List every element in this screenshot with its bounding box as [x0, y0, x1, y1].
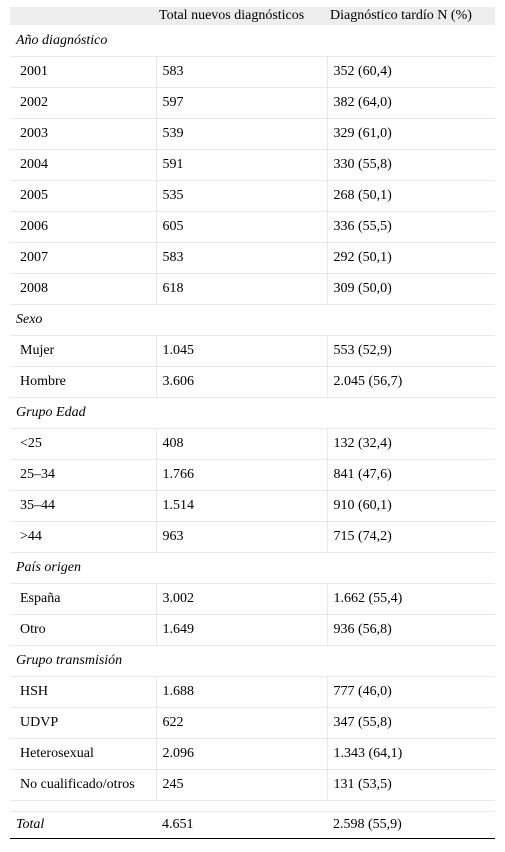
row-total: 3.606 [156, 367, 327, 398]
section-title: Grupo transmisión [10, 646, 495, 677]
table-row [10, 150, 495, 181]
row-tardio: 131 (53,5) [327, 770, 495, 801]
section-title: País origen [10, 553, 495, 584]
table-row [10, 212, 495, 243]
table-row [10, 615, 495, 646]
row-label: 2001 [10, 57, 156, 88]
section-header-row [10, 305, 495, 336]
row-label: 2006 [10, 212, 156, 243]
row-label: 2007 [10, 243, 156, 274]
row-total: 1.649 [156, 615, 327, 646]
section-header-row [10, 646, 495, 677]
row-tardio: 777 (46,0) [327, 677, 495, 708]
row-total: 2.096 [156, 739, 327, 770]
row-tardio: 841 (47,6) [327, 460, 495, 491]
table-row [10, 88, 495, 119]
section-title: Sexo [10, 305, 495, 336]
row-total: 408 [156, 429, 327, 460]
row-label: 2005 [10, 181, 156, 212]
total-label: Total [10, 812, 156, 839]
total-row [10, 812, 495, 839]
table-row [10, 770, 495, 801]
table-row [10, 181, 495, 212]
row-total: 591 [156, 150, 327, 181]
row-total: 3.002 [156, 584, 327, 615]
row-total: 1.688 [156, 677, 327, 708]
table-row [10, 522, 495, 553]
row-total: 605 [156, 212, 327, 243]
row-label: 35–44 [10, 491, 156, 522]
row-total: 1.514 [156, 491, 327, 522]
total-count: 4.651 [156, 812, 327, 839]
header-cell-total: Total nuevos diagnósticos [156, 7, 327, 26]
section-header-row [10, 26, 495, 57]
row-tardio: 715 (74,2) [327, 522, 495, 553]
row-tardio: 347 (55,8) [327, 708, 495, 739]
row-tardio: 910 (60,1) [327, 491, 495, 522]
table-header-row [10, 7, 495, 26]
row-total: 583 [156, 57, 327, 88]
section-header-row [10, 398, 495, 429]
row-tardio: 936 (56,8) [327, 615, 495, 646]
row-label: UDVP [10, 708, 156, 739]
row-tardio: 1.343 (64,1) [327, 739, 495, 770]
row-label: >44 [10, 522, 156, 553]
row-total: 583 [156, 243, 327, 274]
row-total: 539 [156, 119, 327, 150]
table-row [10, 491, 495, 522]
row-total: 618 [156, 274, 327, 305]
row-total: 535 [156, 181, 327, 212]
table-row [10, 708, 495, 739]
row-label: 25–34 [10, 460, 156, 491]
header-cell-tardio: Diagnóstico tardío N (%) [327, 7, 495, 26]
row-tardio: 2.045 (56,7) [327, 367, 495, 398]
row-tardio: 329 (61,0) [327, 119, 495, 150]
row-label: España [10, 584, 156, 615]
row-tardio: 292 (50,1) [327, 243, 495, 274]
total-tardio: 2.598 (55,9) [327, 812, 495, 839]
row-tardio: 1.662 (55,4) [327, 584, 495, 615]
row-total: 1.766 [156, 460, 327, 491]
row-label: HSH [10, 677, 156, 708]
table-body [10, 26, 495, 801]
table-row [10, 336, 495, 367]
row-label: Hombre [10, 367, 156, 398]
row-total: 622 [156, 708, 327, 739]
table-row [10, 367, 495, 398]
row-tardio: 132 (32,4) [327, 429, 495, 460]
row-tardio: 336 (55,5) [327, 212, 495, 243]
row-label: Mujer [10, 336, 156, 367]
row-label: 2003 [10, 119, 156, 150]
row-tardio: 268 (50,1) [327, 181, 495, 212]
row-tardio: 382 (64,0) [327, 88, 495, 119]
row-total: 597 [156, 88, 327, 119]
spacer-row [10, 801, 495, 812]
row-tardio: 352 (60,4) [327, 57, 495, 88]
table-row [10, 584, 495, 615]
section-title: Año diagnóstico [10, 26, 495, 57]
row-tardio: 330 (55,8) [327, 150, 495, 181]
row-total: 963 [156, 522, 327, 553]
table-row [10, 243, 495, 274]
table-row [10, 274, 495, 305]
row-tardio: 553 (52,9) [327, 336, 495, 367]
row-tardio: 309 (50,0) [327, 274, 495, 305]
row-label: 2008 [10, 274, 156, 305]
table-row [10, 57, 495, 88]
row-total: 1.045 [156, 336, 327, 367]
row-label: 2004 [10, 150, 156, 181]
row-label: 2002 [10, 88, 156, 119]
row-total: 245 [156, 770, 327, 801]
section-title: Grupo Edad [10, 398, 495, 429]
section-header-row [10, 553, 495, 584]
table-row [10, 677, 495, 708]
row-label: No cualificado/otros [10, 770, 156, 801]
row-label: Heterosexual [10, 739, 156, 770]
row-label: <25 [10, 429, 156, 460]
table-row [10, 429, 495, 460]
header-cell-label [10, 7, 156, 26]
row-label: Otro [10, 615, 156, 646]
table-row [10, 739, 495, 770]
table-row [10, 119, 495, 150]
diagnosis-table [10, 7, 495, 839]
table-row [10, 460, 495, 491]
